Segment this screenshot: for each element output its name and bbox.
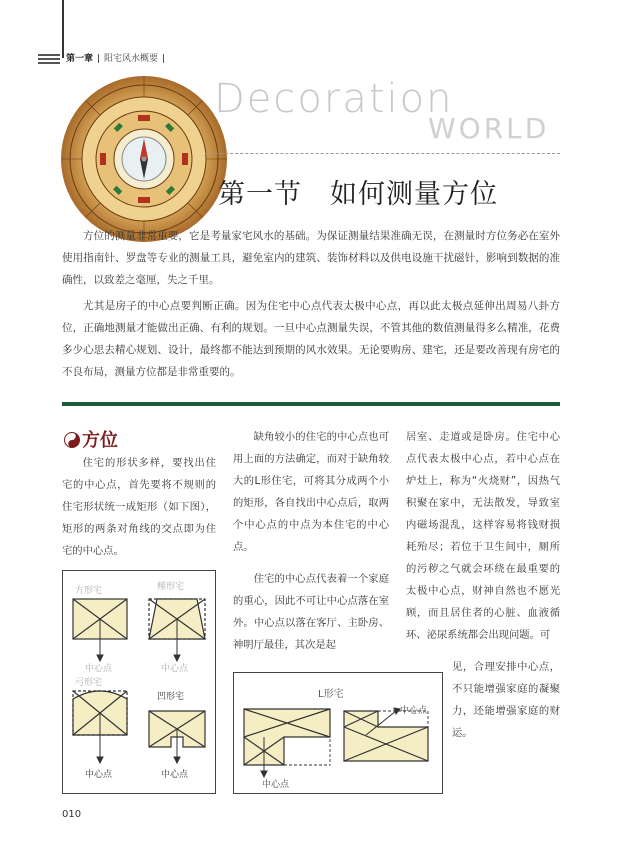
header-bars xyxy=(38,54,60,66)
column-2-text: 缺角较小的住宅的中心点也可用上面的方法确定，而对于缺角较大的L形住宅，可将其分成两个小的矩形，各自找出中心点后，取两个中心点的中点为本住宅的中心点。 xyxy=(233,431,389,553)
yin-yang-icon xyxy=(64,432,80,448)
page-number: 010 xyxy=(62,809,82,820)
section-title: 第一节 如何测量方位 xyxy=(218,179,498,210)
column-2-text-b: 住宅的中心点代表着一个家庭的重心，因此不可让中心点落在室外。中心点以落在客厅、主卧房、神明厅最佳，其次是起 xyxy=(233,573,389,651)
label-arc-center: 中心点 xyxy=(85,770,113,780)
running-header xyxy=(66,51,169,64)
green-divider xyxy=(62,402,560,406)
label-concave-center: 中心点 xyxy=(161,770,189,780)
label-trapezoid-house: 梯形宅 xyxy=(157,582,185,592)
column-3-tail xyxy=(452,656,560,744)
label-trapezoid-center: 中心点 xyxy=(161,664,189,674)
label-l-house: L形宅 xyxy=(318,689,344,700)
label-l-center-right: 中心点 xyxy=(400,706,428,716)
intro-paragraph-1: 方位的测量非常重要，它是考量家宅风水的基础。为保证测量结果准确无误，在测量时方位务必在室外使用指南针、罗盘等专业的测量工具，避免室内的建筑、装饰材料以及供电设施干扰磁针，影响到数据的准确性，以致差之毫厘，失之千里。 xyxy=(62,230,560,286)
dotted-divider xyxy=(205,153,560,154)
decoration-word-2: WORLD xyxy=(428,112,550,145)
figure-l-shaped-house xyxy=(233,672,443,794)
column-3-text-b: 见，合理安排中心点，不只能增强家庭的凝聚力，还能增强家庭的财运。 xyxy=(452,661,560,739)
figure-house-shapes xyxy=(62,570,216,794)
intro-paragraph-2: 尤其是房子的中心点要判断正确。因为住宅中心点代表太极中心点，再以此太极点延伸出周易八卦方位，正确地测量才能做出正确、有利的规划。一旦中心点测量失误，不管其他的数值测量得多么精准，花费多少心思去精心规划、设计，最终都不能达到预期的风水效果。无论要购房、建宅，还是要改善现有房宅的不良布局，测量方位都是非常重要的。 xyxy=(62,300,560,378)
subsection-heading xyxy=(64,426,118,452)
subsection-heading-text: 方位 xyxy=(82,430,118,451)
label-arc-house: 弓形宅 xyxy=(75,678,103,688)
label-concave-house: 凹形宅 xyxy=(157,692,185,702)
compass-image xyxy=(60,75,228,243)
column-1-text: 住宅的形状多样，要找出住宅的中心点，首先要将不规则的住宅形状统一成矩形（如下图），矩形的两条对角线的交点即为住宅的中心点。 xyxy=(62,457,216,557)
column-2 xyxy=(233,426,389,656)
label-l-center-left: 中心点 xyxy=(262,780,290,790)
column-1 xyxy=(62,452,216,562)
decoration-word-1: Decoration xyxy=(214,76,454,122)
intro-text xyxy=(62,225,560,387)
chapter-subtitle: 阳宅风水概要 xyxy=(104,54,159,64)
label-square-house: 方形宅 xyxy=(75,586,103,596)
column-3 xyxy=(406,426,560,646)
column-3-text: 居室、走道或是卧房。住宅中心点代表太极中心点，若中心点在炉灶上，称为“火烧财”，因热气积聚在家中，无法散发，导致室内磁场混乱，这样容易将钱财损耗殆尽；若位于卫生间中，厕所的污秽之气就会环绕在最重要的太极中心点，财神自然也不愿光顾，而且居住者的心脏、血液循环、泌尿系统都会出现问题。可 xyxy=(406,431,560,641)
header-vertical-line xyxy=(62,0,64,58)
label-square-center: 中心点 xyxy=(85,664,113,674)
chapter-label: 第一章 xyxy=(66,54,94,64)
